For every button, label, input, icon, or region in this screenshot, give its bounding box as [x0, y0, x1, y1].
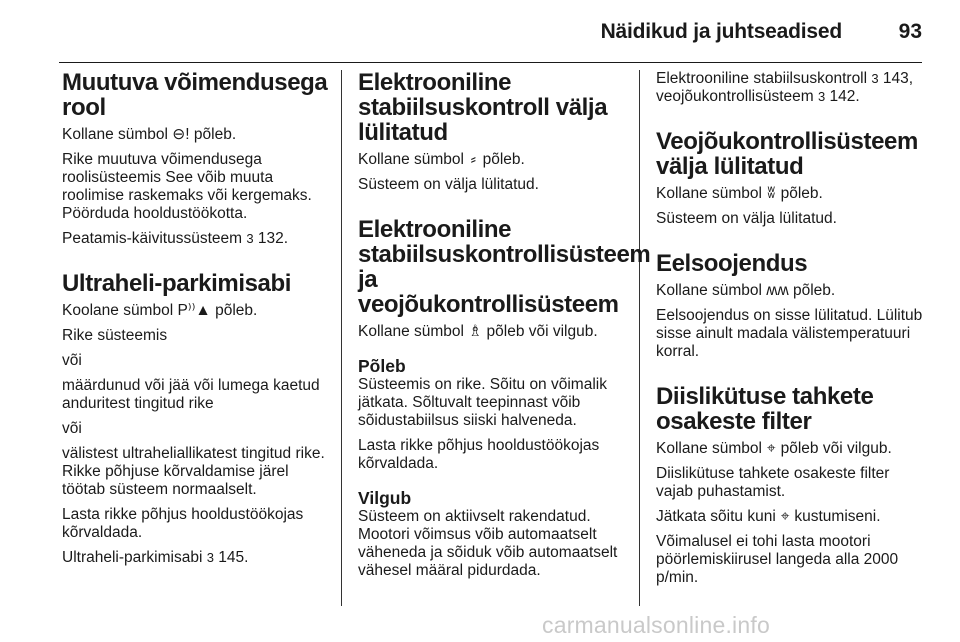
parking-assist-icon: P⁾⁾▲	[177, 302, 211, 319]
column-1	[62, 70, 330, 574]
paragraph: Süsteemis on rike. Sõitu on võimalik jätkata. Sõltuvalt teepinnast võib sõidustabiilsus siiski halveneda.	[358, 376, 607, 429]
section-title-esc-off: Elektrooniline stabiilsuskontroll välja lülitatud	[358, 69, 608, 146]
paragraph: Kollane sümbol ⊖! põleb.	[62, 126, 237, 143]
column-3	[656, 70, 926, 594]
paragraph: välistest ultraheliallikatest tingitud rike. Rikke põhjuse kõrvaldamise järel töötab süsteem normaalselt.	[62, 445, 325, 498]
section-title-preheating: Eelsoojendus	[656, 250, 808, 277]
section-title-dpf: Diislikütuse tahkete osakeste filter	[656, 383, 874, 435]
paragraph: Kollane sümbol ʍʍ põleb.	[656, 282, 836, 299]
column-divider-2	[639, 70, 640, 606]
paragraph: Kollane sümbol ⸗ põleb.	[358, 151, 525, 168]
column-2	[358, 69, 651, 587]
paragraph: Lasta rikke põhjus hooldustöökojas kõrvaldada.	[62, 506, 304, 541]
paragraph: Diislikütuse tahkete osakeste filter vajab puhastamist.	[656, 465, 890, 500]
paragraph: Eelsoojendus on sisse lülitatud. Lülitub sisse ainult madala välistemperatuuri korral.	[656, 307, 923, 360]
paragraph: või	[62, 420, 82, 437]
paragraph: Süsteem on välja lülitatud.	[358, 176, 539, 193]
paragraph: Koolane sümbol P⁾⁾▲ põleb.	[62, 302, 258, 319]
subsection-title-flashing: Vilgub	[358, 488, 412, 508]
section-title-tc-off: Veojõukontrollisüsteem välja lülitatud	[656, 128, 918, 180]
subsection-title-lit: Põleb	[358, 356, 406, 376]
paragraph: Kollane sümbol ⌖ põleb või vilgub.	[656, 440, 892, 457]
page-header	[0, 14, 960, 50]
section-title-power-steering: Muutuva võimendusega rool	[62, 69, 328, 121]
paragraph: Jätkata sõitu kuni ⌖ kustumiseni.	[656, 508, 881, 525]
paragraph: Kollane sümbol ʬ põleb.	[656, 185, 823, 202]
paragraph: Elektrooniline stabiilsuskontroll 3 143, veojõukontrollisüsteem 3 142.	[656, 70, 914, 105]
watermark: carmanualsonline.info	[542, 612, 770, 638]
page-reference-icon: 3	[206, 550, 214, 565]
paragraph: Ultraheli-parkimisabi 3 145.	[62, 549, 249, 566]
running-header-title: Näidikud ja juhtseadised	[600, 20, 842, 43]
page-reference-icon: 3	[871, 71, 879, 86]
column-divider-1	[341, 70, 342, 606]
paragraph: Süsteem on välja lülitatud.	[656, 210, 837, 227]
paragraph: või	[62, 352, 82, 369]
page-reference-icon: 3	[817, 89, 826, 104]
steering-warning-icon: ⊖!	[172, 126, 190, 143]
tc-off-icon: ʬ	[767, 185, 776, 202]
dpf-icon: ⌖	[780, 508, 790, 525]
paragraph: Peatamis-käivitussüsteem 3 132.	[62, 230, 289, 247]
paragraph: Lasta rikke põhjus hooldustöökojas kõrvaldada.	[358, 437, 600, 472]
paragraph: Rike süsteemis	[62, 327, 168, 344]
page-number: 93	[898, 20, 922, 43]
header-divider	[59, 62, 922, 63]
section-title-esc-tc: Elektrooniline stabiilsuskontrollisüsteem ja veojõukontrollisüsteem	[358, 216, 651, 318]
esc-off-icon: ⸗	[470, 151, 476, 168]
esc-icon: ♗	[468, 323, 483, 340]
paragraph: Süsteem on aktiivselt rakendatud. Mootori võimsus võib automaatselt väheneda ja sõiduk võib automaatselt vähesel määral pidurdada.	[358, 508, 618, 579]
paragraph: Rike muutuva võimendusega roolisüsteemis See võib muuta roolimise raskemaks või kergemaks. Pöörduda hooldustöökotta.	[62, 151, 312, 222]
section-title-parking-assist: Ultraheli-parkimisabi	[62, 270, 292, 297]
paragraph: Kollane sümbol ♗ põleb või vilgub.	[358, 323, 598, 340]
paragraph: Võimalusel ei tohi lasta mootori pöörlemiskiirusel langeda alla 2000 p/min.	[656, 533, 899, 586]
dpf-icon: ⌖	[766, 440, 776, 457]
glow-plug-icon: ʍʍ	[766, 282, 789, 299]
paragraph: määrdunud või jää või lumega kaetud anduritest tingitud rike	[62, 377, 320, 412]
page-reference-icon: 3	[246, 231, 254, 246]
